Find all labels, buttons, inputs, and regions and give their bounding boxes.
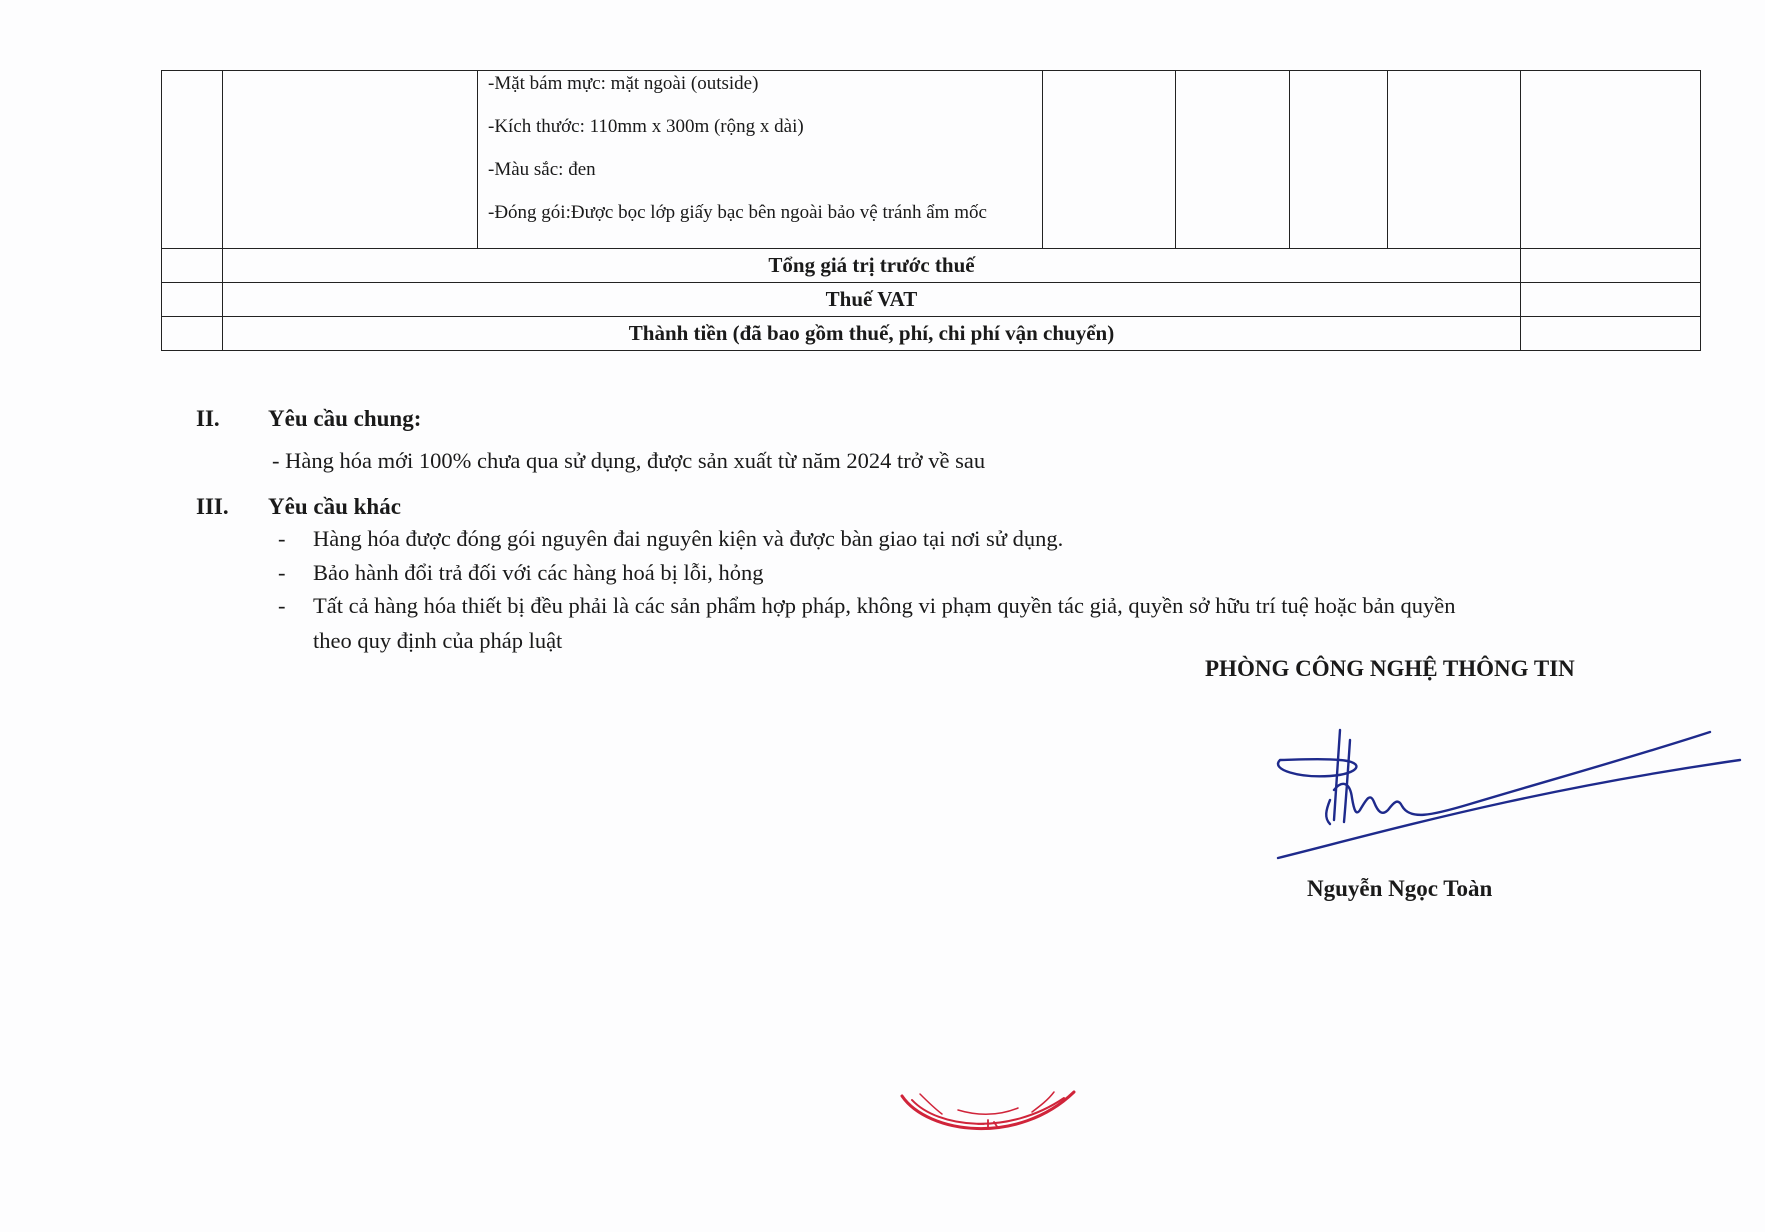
total-value [1521,317,1701,351]
subtotal-value [1521,249,1701,283]
vat-row [162,283,1701,317]
table-row [162,71,1701,249]
bullet-dash: - [278,593,286,618]
table-cell [162,317,223,351]
section-2-title: Yêu cầu chung: [268,406,422,431]
spec-line: -Mặt bám mực: mặt ngoài (outside) [488,73,759,94]
table-cell [1290,71,1388,249]
table-cell [1176,71,1290,249]
spec-table [161,70,1701,351]
subtotal-row [162,249,1701,283]
signer-name: Nguyễn Ngọc Toàn [1307,876,1493,901]
spec-line: -Đóng gói:Được bọc lớp giấy bạc bên ngoài bảo vệ tránh ẩm mốc [488,202,987,223]
signature-image [1270,720,1750,870]
vat-label: Thuế VAT [223,283,1521,317]
table-cell [1388,71,1521,249]
total-row [162,317,1701,351]
section-3-item: Tất cả hàng hóa thiết bị đều phải là các sản phẩm hợp pháp, không vi phạm quyền tác giả, quyền sở hữu trí tuệ hoặc bản quyền [313,593,1456,618]
section-2-item: - Hàng hóa mới 100% chưa qua sử dụng, được sản xuất từ năm 2024 trở về sau [272,448,986,473]
spec-line: -Kích thước: 110mm x 300m (rộng x dài) [488,116,804,137]
table-cell [1043,71,1176,249]
total-label: Thành tiền (đã bao gồm thuế, phí, chi phí vận chuyển) [223,317,1521,351]
section-3-item-continued: theo quy định của pháp luật [313,628,563,653]
table-cell [162,249,223,283]
spec-line: -Màu sắc: đen [488,159,596,180]
section-2-number: II. [196,406,220,431]
table-cell-stt [162,71,223,249]
table-cell-spec [478,71,1043,249]
department-name: PHÒNG CÔNG NGHỆ THÔNG TIN [1205,656,1575,681]
section-3-item: Hàng hóa được đóng gói nguyên đai nguyên kiện và được bàn giao tại nơi sử dụng. [313,526,1064,551]
vat-value [1521,283,1701,317]
table-cell [162,283,223,317]
section-3-number: III. [196,494,229,519]
table-cell-name [223,71,478,249]
stamp-seal [898,1090,1078,1150]
subtotal-label: Tổng giá trị trước thuế [223,249,1521,283]
table-cell [1521,71,1701,249]
bullet-dash: - [278,526,286,551]
section-3-item: Bảo hành đổi trả đối với các hàng hoá bị lỗi, hỏng [313,560,764,585]
section-3-title: Yêu cầu khác [268,494,401,519]
bullet-dash: - [278,560,286,585]
